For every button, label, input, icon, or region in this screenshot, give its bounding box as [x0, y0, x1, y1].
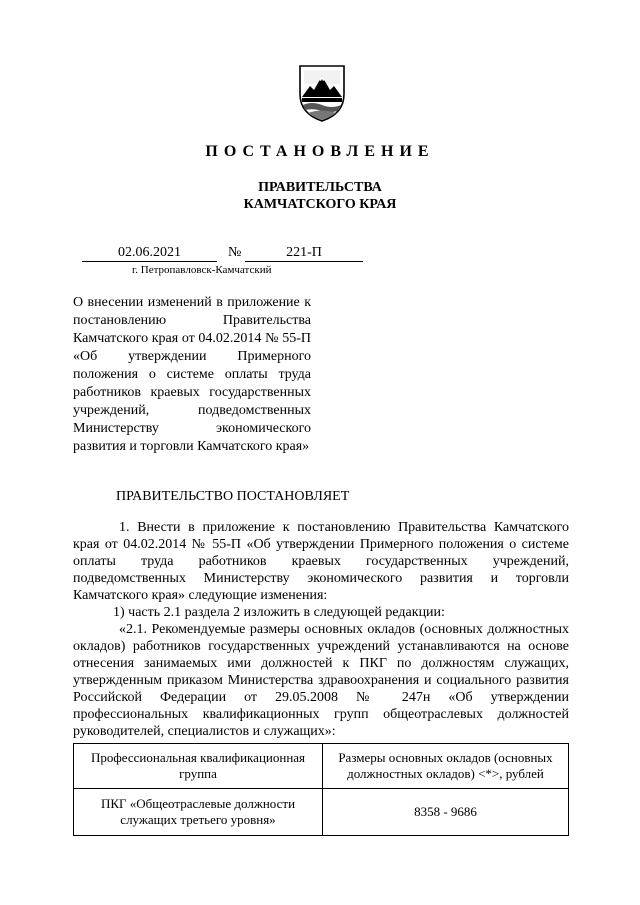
- quoted-section-2-1: «2.1. Рекомендуемые размеры основных окладов (основных должностных окладов) работников государственных учреждений устанавливаются на основе отнесения занимаемых ими должностей к ПКГ по должностям служащих, утвержденным приказом Министерства здравоохранения и социального развития Российской Федерации от 29.05.2008 № 247н «Об утверждении профессиональных квалификационных групп общеотраслевых должностей руководителей, специалистов и служащих»:: [73, 622, 569, 739]
- issue-city: г. Петропавловск-Камчатский: [132, 264, 272, 276]
- kamchatka-emblem-icon: [298, 64, 346, 122]
- table-cell-group: ПКГ «Общеотраслевые должности служащих третьего уровня»: [74, 789, 323, 836]
- table-cell-salary: 8358 - 9686: [323, 789, 569, 836]
- table-header-salary: Размеры основных окладов (основных должностных окладов) <*>, рублей: [323, 744, 569, 789]
- decree-heading: ПРАВИТЕЛЬСТВО ПОСТАНОВЛЯЕТ: [116, 489, 350, 504]
- table-header-group: Профессиональная квалификационная группа: [74, 744, 323, 789]
- document-body: [73, 519, 569, 740]
- salary-table: [73, 743, 569, 836]
- number-sign: №: [228, 245, 242, 260]
- organization-line-2: КАМЧАТСКОГО КРАЯ: [243, 197, 397, 212]
- paragraph-1: 1. Внести в приложение к постановлению Правительства Камчатского края от 04.02.2014 № 55-П «Об утверждении Примерного положения о системе оплаты труда работников краевых государственных учреждений, подведомственных Министерству экономического развития и торговли Камчатского края» следующие изменения:: [73, 520, 569, 603]
- document-subject: О внесении изменений в приложение к постановлению Правительства Камчатского края от 04.02.2014 № 55-П «Об утверждении Примерного положения о системе оплаты труда работников краевых государственных учреждений, подведомственных Министерству экономического развития и торговли Камчатского края»: [73, 295, 311, 454]
- item-1: 1) часть 2.1 раздела 2 изложить в следующей редакции:: [113, 605, 445, 620]
- organization-line-1: ПРАВИТЕЛЬСТВА: [258, 180, 382, 195]
- table-row: [74, 789, 569, 836]
- document-type-title: ПОСТАНОВЛЕНИЕ: [205, 143, 435, 160]
- table-header-row: [74, 744, 569, 789]
- organization-name: [0, 179, 640, 213]
- document-date: 02.06.2021: [82, 245, 217, 262]
- document-number: 221-П: [245, 245, 363, 262]
